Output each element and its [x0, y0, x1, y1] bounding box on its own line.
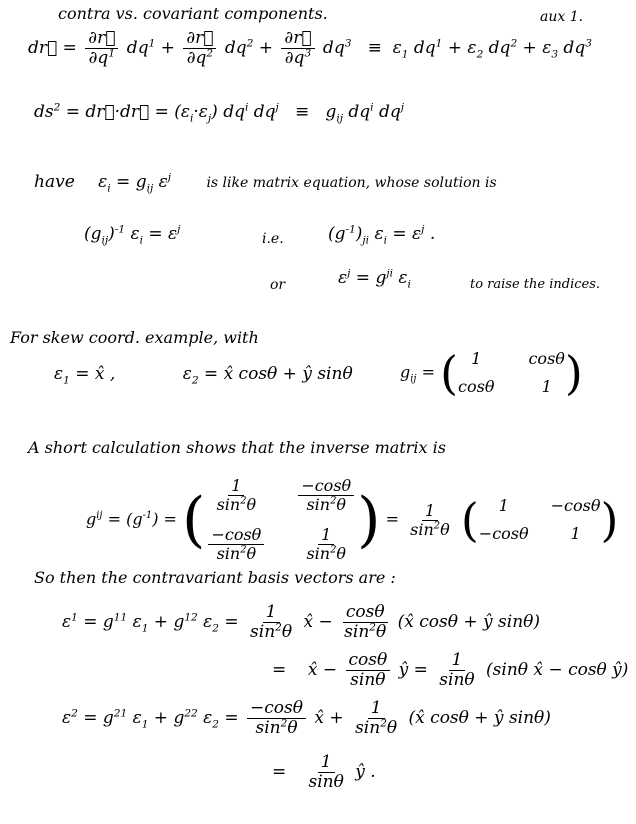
calc-sentence: A short calculation shows that the inverse matrix is — [28, 438, 446, 457]
eps2-line1: $\varepsilon^2 = g^{21}$ $\varepsilon_1 + g^{22}$ $\varepsilon_2$ = $\frac{-\cos\theta}{\sin^2\theta}$ x̂ + $\frac{1}{\sin^2\theta}$ (x̂ cosθ + ŷ sinθ) — [62, 698, 551, 738]
inverse-matrix: $g^{ij} = (g^{-1})$ = ( $\frac{1}{\sin^2\theta}$ $\frac{-\cos\theta}{\sin^2\theta}$ $\frac{-\cos\theta}{\sin^2\theta}$ $\frac{1}{\sin^2\theta}$ ) = $\frac{1}{\sin^2\theta}$ ( 1 −cosθ −cosθ 1 ) — [86, 476, 619, 563]
solution-ie: $(g^{-1})_{ji}$ $\varepsilon_i = \varepsilon^j$ . — [328, 223, 436, 247]
eps2-line2: = $\frac{1}{\sin\theta}$ ŷ . — [272, 752, 376, 792]
have-label: have — [34, 172, 75, 192]
equation-ds2: $ds^2$ = dr⃗·dr⃗ = $(\varepsilon_i\cdot\varepsilon_j)$ $dq^i$ $dq^j \equiv g_{ij}$ $dq^i$ $dq^j$ — [34, 101, 404, 125]
ie-label: i.e. — [262, 231, 284, 247]
eps1-line1: $\varepsilon^1 = g^{11}$ $\varepsilon_1 + g^{12}$ $\varepsilon_2$ = $\frac{1}{\sin^2\theta}$ x̂ − $\frac{\cos\theta}{\sin^2\theta}$ (x̂ cosθ + ŷ sinθ) — [62, 602, 541, 642]
matrix-equation-sentence: is like matrix equation, whose solution is — [206, 175, 497, 191]
raise-text: to raise the indices. — [470, 277, 601, 292]
or-label: or — [270, 277, 286, 293]
contra-sentence: So then the contravariant basis vectors are : — [34, 568, 396, 587]
solution-line: $(g_{ij})^{-1}$ $\varepsilon_i = \varepsilon^j$ — [84, 223, 181, 247]
raise-equation: $\varepsilon^j = g^{ji}$ $\varepsilon_i$ — [338, 267, 411, 291]
have-line: have $\varepsilon_i = g_{ij}$ $\varepsilon^j$ is like matrix equation, whose solution is — [34, 171, 497, 195]
equation-dr: dr⃗ = $\frac{\partial r⃗}{\partial q^1}$ $dq^1$ + $\frac{\partial r⃗}{\partial q^2}$ $dq^2$ + $\frac{\partial r⃗}{\partial q^3}$ $dq^3 \equiv \varepsilon_1$ $dq^1 + \varepsilon_2$ $dq^2 + \varepsilon_3$ $dq^3$ — [28, 28, 592, 68]
page-title: contra vs. covariant components. — [58, 4, 328, 23]
page-label: aux 1. — [540, 9, 584, 25]
metric-matrix: $g_{ij}$ = ( 1 cosθ cosθ 1 ) — [400, 346, 583, 400]
skew-intro: For skew coord. example, with — [10, 328, 259, 347]
skew-definitions: $\varepsilon_1$ = x̂ , $\varepsilon_2$ = x̂ cosθ + ŷ sinθ — [54, 364, 353, 387]
eps1-line2: = x̂ − $\frac{\cos\theta}{\sin\theta}$ ŷ = $\frac{1}{\sin\theta}$ (sinθ x̂ − cosθ ŷ) — [272, 650, 629, 690]
